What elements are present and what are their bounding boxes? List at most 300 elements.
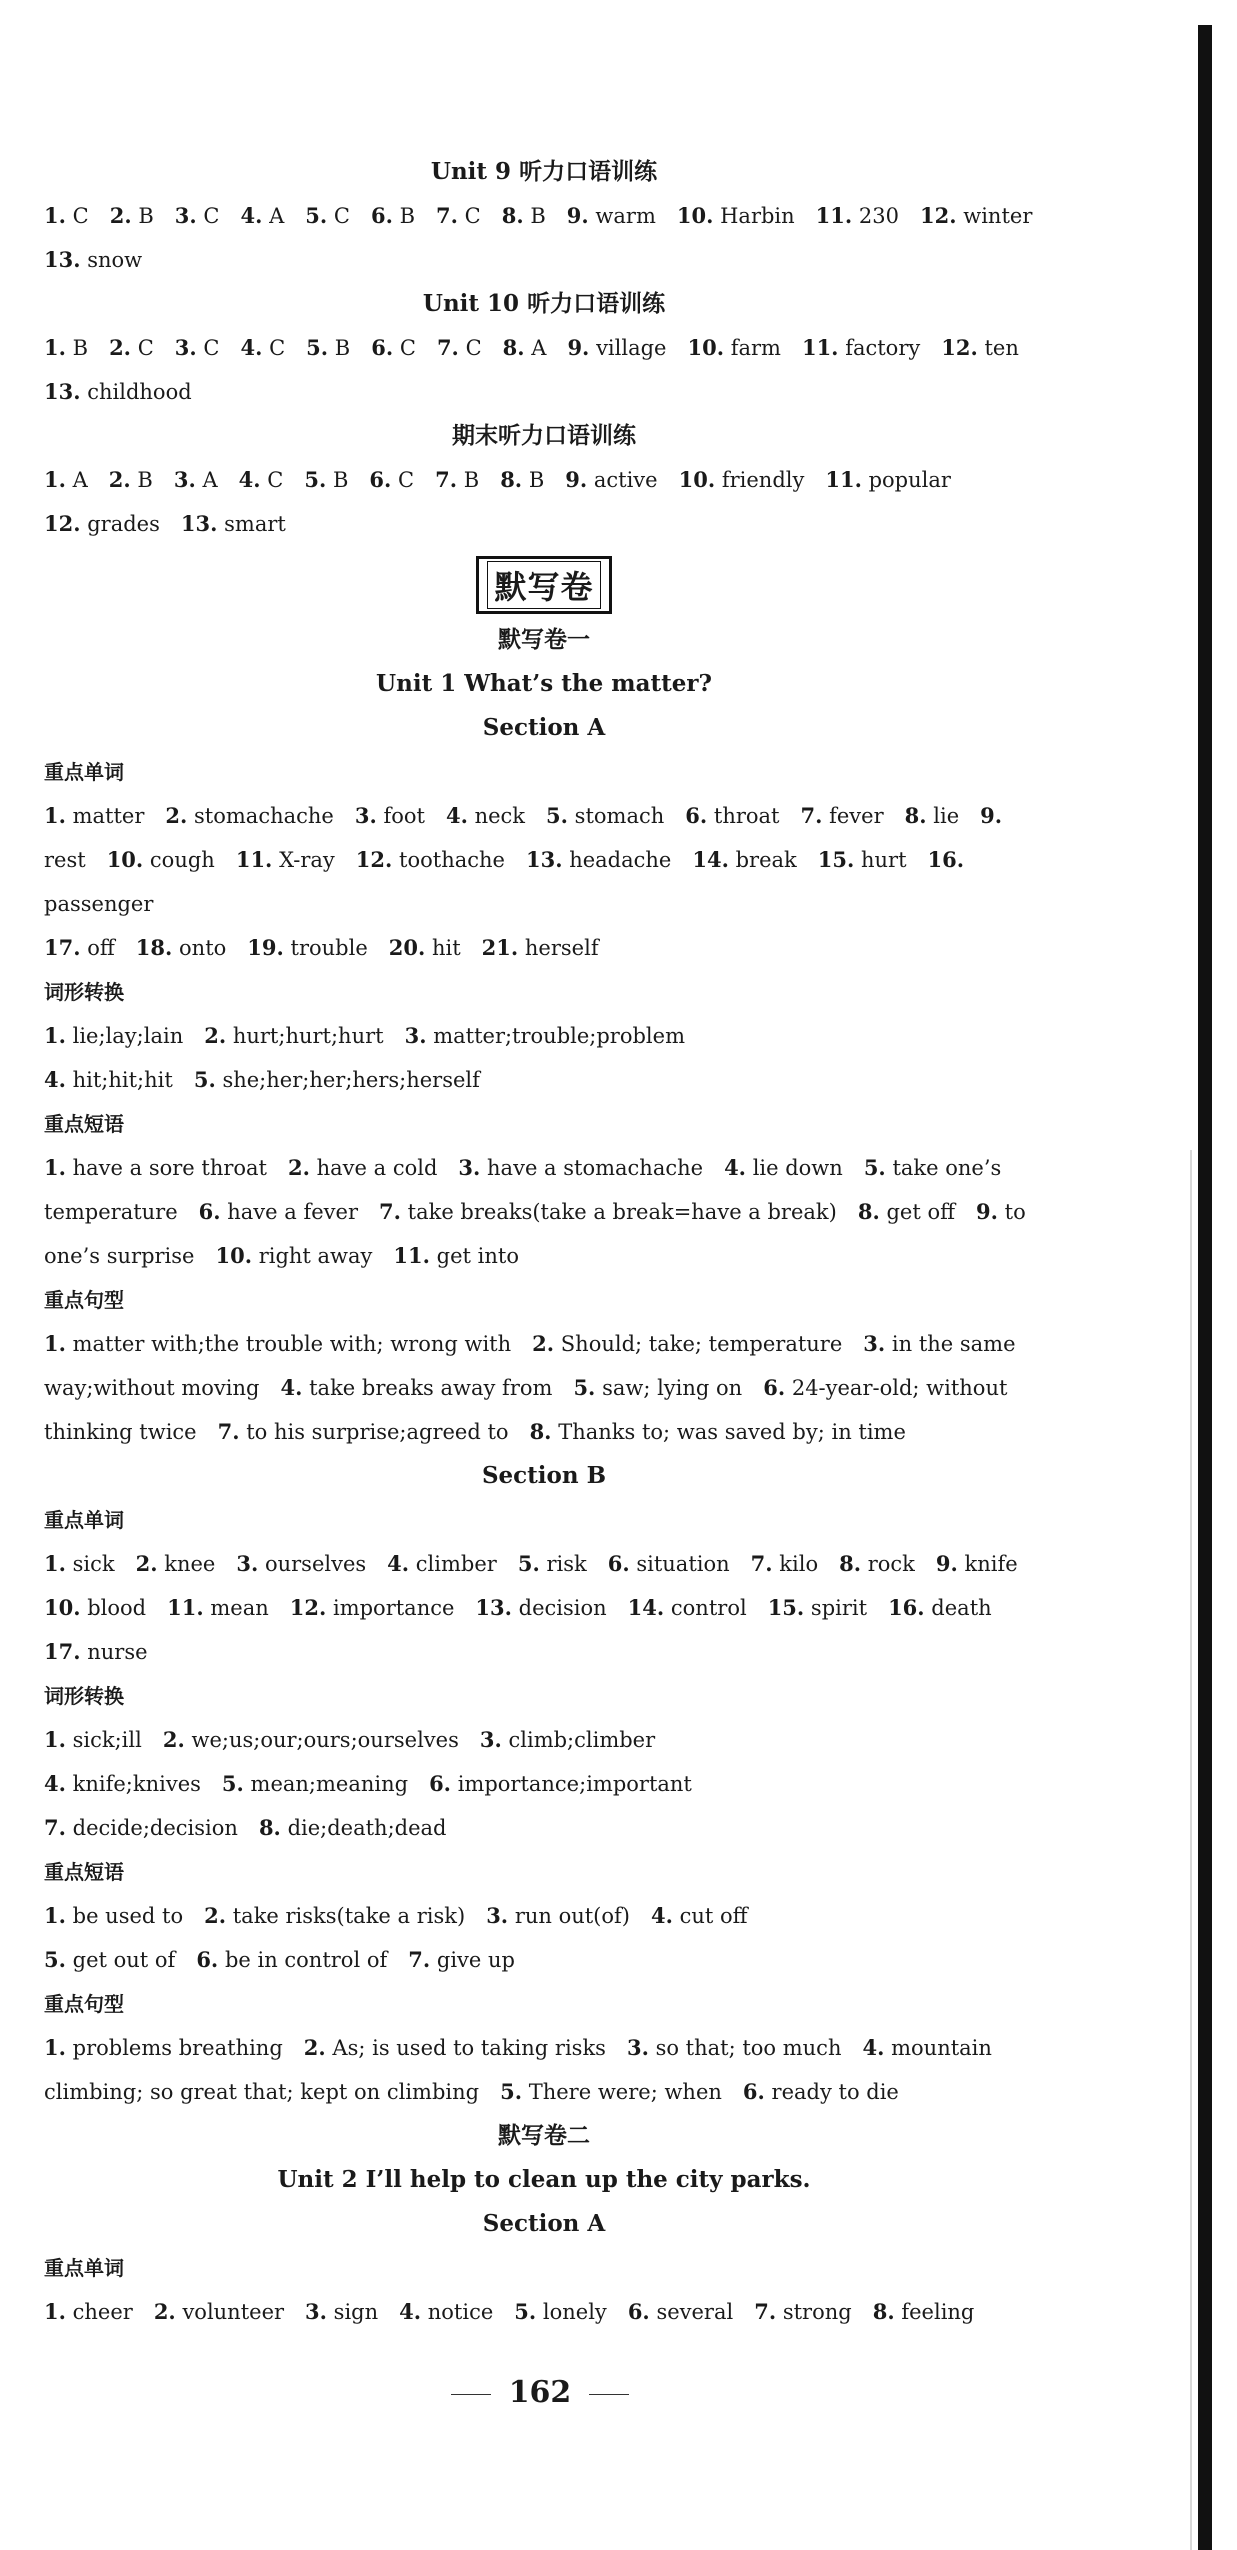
boxed-heading-text: 默写卷 xyxy=(487,561,600,609)
answer-value: break xyxy=(735,848,797,872)
answer-number: 8. xyxy=(839,1551,862,1576)
answer-item xyxy=(920,204,1032,228)
answer-number: 3. xyxy=(174,203,197,228)
answer-number: 2. xyxy=(109,203,132,228)
answer-item xyxy=(247,936,367,960)
answer-value: importance;important xyxy=(457,1772,692,1796)
answer-number: 10. xyxy=(106,847,144,872)
answer-number: 11. xyxy=(167,1595,204,1620)
answer-value: sign xyxy=(333,2300,379,2324)
answer-item xyxy=(928,848,965,872)
answer-item xyxy=(567,336,666,360)
answer-number: 7. xyxy=(217,1419,240,1444)
answer-line xyxy=(44,1542,1044,1586)
answer-value: problems breathing xyxy=(72,2036,283,2060)
answer-value: hurt xyxy=(860,848,907,872)
answer-value: C xyxy=(333,204,350,228)
answer-value: lonely xyxy=(542,2300,607,2324)
answer-value: get off xyxy=(886,1200,956,1224)
answer-item xyxy=(371,204,415,228)
page-shadow-line xyxy=(1190,1150,1192,2550)
answer-item xyxy=(436,204,481,228)
answer-item xyxy=(514,2300,607,2324)
answer-value: A xyxy=(72,468,88,492)
answer-item xyxy=(687,336,780,360)
answer-number: 3. xyxy=(173,467,196,492)
answer-number: 1. xyxy=(44,1727,66,1752)
answer-item xyxy=(44,512,160,536)
answer-item xyxy=(44,1376,259,1400)
answer-value: take breaks(take a break=have a break) xyxy=(407,1200,837,1224)
answer-item xyxy=(763,1376,1007,1400)
answer-number: 5. xyxy=(517,1551,540,1576)
answer-value: sick;ill xyxy=(72,1728,142,1752)
answer-item xyxy=(768,1596,867,1620)
answer-value: smart xyxy=(224,512,286,536)
answer-item xyxy=(290,1596,455,1620)
answer-item xyxy=(565,468,657,492)
answer-value: take breaks away from xyxy=(309,1376,553,1400)
answer-value: C xyxy=(72,204,89,228)
answer-content xyxy=(44,150,1044,2334)
answer-value: matter xyxy=(72,804,145,828)
answer-number: 6. xyxy=(763,1375,786,1400)
answer-item xyxy=(44,1244,194,1268)
answer-number: 1. xyxy=(44,1551,66,1576)
answer-value: give up xyxy=(436,1948,515,1972)
answer-item xyxy=(839,1552,915,1576)
answer-value: take one’s xyxy=(892,1156,1002,1180)
answer-item xyxy=(174,468,218,492)
answer-item xyxy=(825,468,951,492)
answer-value: C xyxy=(399,336,416,360)
page-number xyxy=(0,2375,1080,2410)
answer-value: nurse xyxy=(87,1640,148,1664)
answer-item xyxy=(306,336,350,360)
answer-item xyxy=(435,468,479,492)
answer-number: 3. xyxy=(863,1331,886,1356)
answer-number: 12. xyxy=(920,203,957,228)
page-number-dash-right xyxy=(589,2394,629,2395)
answer-number: 15. xyxy=(767,1595,805,1620)
answer-value: get into xyxy=(436,1244,519,1268)
answer-value: risk xyxy=(546,1552,587,1576)
answer-value: die;death;dead xyxy=(287,1816,447,1840)
answer-number: 13. xyxy=(44,247,81,272)
answer-item xyxy=(905,804,960,828)
answer-value: hit xyxy=(431,936,461,960)
answer-number: 19. xyxy=(247,935,284,960)
answer-item xyxy=(44,336,88,360)
answer-value: control xyxy=(670,1596,747,1620)
answer-number: 9. xyxy=(976,1199,998,1224)
answer-number: 7. xyxy=(436,203,458,228)
answer-item xyxy=(980,804,1002,828)
answer-item xyxy=(236,848,335,872)
answer-number: 8. xyxy=(502,335,525,360)
answer-value: kilo xyxy=(779,1552,819,1576)
answer-number: 6. xyxy=(429,1771,451,1796)
answer-number: 6. xyxy=(371,335,394,360)
answer-item xyxy=(518,1552,587,1576)
page-number-value: 162 xyxy=(508,2375,572,2410)
answer-item xyxy=(109,336,154,360)
answer-item xyxy=(215,1244,372,1268)
answer-value: As; is used to taking risks xyxy=(332,2036,606,2060)
answer-item xyxy=(44,2300,133,2324)
answer-item xyxy=(44,1024,183,1048)
answer-item xyxy=(44,248,142,272)
answer-number: 4. xyxy=(724,1155,746,1180)
answer-value: warm xyxy=(595,204,656,228)
answer-number: 2. xyxy=(204,1023,227,1048)
answer-number: 1. xyxy=(44,2299,66,2324)
answer-number: 6. xyxy=(198,1199,221,1224)
answer-value: she;her;her;hers;herself xyxy=(222,1068,480,1092)
answer-item xyxy=(204,1904,465,1928)
answer-number: 6. xyxy=(607,1551,630,1576)
answer-item xyxy=(259,1816,447,1840)
answer-item xyxy=(399,2300,493,2324)
answer-number: 7. xyxy=(436,335,459,360)
answer-number: 5. xyxy=(546,803,568,828)
answer-item xyxy=(236,1552,366,1576)
answer-item xyxy=(305,204,350,228)
answer-number: 1. xyxy=(44,803,66,828)
answer-item xyxy=(44,1552,115,1576)
answer-number: 17. xyxy=(44,935,81,960)
answer-number: 3. xyxy=(236,1551,259,1576)
answer-number: 10. xyxy=(215,1243,253,1268)
answer-line xyxy=(44,1586,1044,1630)
answer-line xyxy=(44,1146,1044,1190)
answer-line xyxy=(44,1894,1044,1938)
answer-number: 6. xyxy=(369,467,392,492)
answer-line xyxy=(44,1234,1044,1278)
answer-item xyxy=(44,2080,479,2104)
answer-number: 5. xyxy=(304,467,327,492)
answer-item xyxy=(502,204,546,228)
answer-value: lie xyxy=(933,804,960,828)
answer-value: friendly xyxy=(721,468,805,492)
answer-number: 7. xyxy=(408,1947,431,1972)
answer-value: active xyxy=(593,468,658,492)
answer-item xyxy=(167,1596,269,1620)
answer-item xyxy=(356,848,505,872)
answer-item xyxy=(482,936,599,960)
answer-value: to xyxy=(1004,1200,1026,1224)
answer-number: 17. xyxy=(44,1639,81,1664)
answer-item xyxy=(393,1244,519,1268)
answer-item xyxy=(154,2300,284,2324)
answer-number: 8. xyxy=(904,803,927,828)
answer-value: B xyxy=(528,468,545,492)
answer-number: 8. xyxy=(501,203,524,228)
answer-number: 4. xyxy=(238,467,261,492)
answer-item xyxy=(437,336,482,360)
answer-number: 11. xyxy=(801,335,839,360)
answer-value: hurt;hurt;hurt xyxy=(232,1024,384,1048)
answer-value: A xyxy=(202,468,218,492)
answer-value: snow xyxy=(87,248,143,272)
subsection-heading: 重点句型 xyxy=(44,1992,124,2016)
answer-value: A xyxy=(531,336,547,360)
answer-item xyxy=(503,336,547,360)
answer-item xyxy=(44,468,88,492)
answer-value: mean xyxy=(210,1596,269,1620)
answer-value: B xyxy=(137,468,153,492)
answer-value: B xyxy=(138,204,154,228)
answer-number: 3. xyxy=(404,1023,427,1048)
answer-value: knee xyxy=(164,1552,216,1576)
answer-number: 6. xyxy=(742,2079,765,2104)
answer-number: 10. xyxy=(676,203,714,228)
answer-number: 2. xyxy=(162,1727,185,1752)
answer-value: have a stomachache xyxy=(487,1156,704,1180)
answer-number: 4. xyxy=(650,1903,673,1928)
subsection-heading: 重点单词 xyxy=(44,2256,124,2280)
answer-item xyxy=(677,204,795,228)
answer-item xyxy=(218,1420,509,1444)
answer-value: cheer xyxy=(72,2300,133,2324)
answer-item xyxy=(446,804,525,828)
answer-item xyxy=(44,1596,146,1620)
answer-value: notice xyxy=(427,2300,494,2324)
answer-value: climb;climber xyxy=(508,1728,656,1752)
answer-number: 3. xyxy=(479,1727,502,1752)
boxed-heading-wrap xyxy=(44,546,1044,618)
answer-number: 1. xyxy=(44,1023,66,1048)
answer-item xyxy=(109,468,153,492)
answer-value: C xyxy=(203,336,220,360)
answer-value: village xyxy=(596,336,667,360)
answer-number: 11. xyxy=(235,847,273,872)
answer-item xyxy=(608,1552,730,1576)
answer-item xyxy=(355,804,425,828)
answer-number: 4. xyxy=(862,2035,885,2060)
answer-number: 1. xyxy=(44,335,66,360)
answer-value: sick xyxy=(72,1552,115,1576)
answer-value: popular xyxy=(868,468,951,492)
answer-number: 4. xyxy=(240,203,263,228)
answer-value: climbing; so great that; kept on climbing xyxy=(44,2080,480,2104)
answer-value: to his surprise;agreed to xyxy=(246,1420,509,1444)
answer-number: 4. xyxy=(44,1067,66,1092)
answer-value: ourselves xyxy=(264,1552,367,1576)
answer-number: 3. xyxy=(486,1903,509,1928)
answer-item xyxy=(175,204,220,228)
answer-line xyxy=(44,1058,1044,1102)
section-title: Section A xyxy=(482,2210,606,2237)
answer-value: Thanks to; was saved by; in time xyxy=(558,1420,906,1444)
answer-value: cough xyxy=(149,848,215,872)
answer-item xyxy=(802,336,920,360)
answer-number: 5. xyxy=(573,1375,596,1400)
answer-item xyxy=(405,1024,685,1048)
answer-number: 6. xyxy=(370,203,393,228)
answer-value: spirit xyxy=(810,1596,868,1620)
answer-item xyxy=(44,848,86,872)
answer-value: Harbin xyxy=(720,204,795,228)
answer-item xyxy=(239,468,284,492)
answer-value: saw; lying on xyxy=(602,1376,743,1400)
answer-line xyxy=(44,238,1044,282)
answer-item xyxy=(222,1772,408,1796)
answer-value: C xyxy=(137,336,154,360)
answer-number: 15. xyxy=(817,847,855,872)
answer-item xyxy=(532,1332,842,1356)
answer-line xyxy=(44,794,1044,838)
answer-number: 16. xyxy=(927,847,965,872)
answer-item xyxy=(44,1904,183,1928)
answer-number: 18. xyxy=(135,935,173,960)
answer-number: 7. xyxy=(800,803,823,828)
answer-value: decision xyxy=(518,1596,607,1620)
answer-value: get out of xyxy=(72,1948,176,1972)
section-title: 期末听力口语训练 xyxy=(452,422,636,449)
answer-value: B xyxy=(530,204,546,228)
answer-value: death xyxy=(931,1596,992,1620)
answer-item xyxy=(369,468,414,492)
answer-item xyxy=(44,1420,197,1444)
answer-value: hit;hit;hit xyxy=(72,1068,173,1092)
page-binding-edge xyxy=(1198,25,1212,2550)
answer-number: 9. xyxy=(567,335,590,360)
answer-value: B xyxy=(334,336,351,360)
answer-number: 9. xyxy=(980,803,1003,828)
answer-line xyxy=(44,1410,1044,1454)
answer-item xyxy=(110,204,154,228)
answer-item xyxy=(181,512,286,536)
answer-number: 3. xyxy=(458,1155,481,1180)
answer-number: 7. xyxy=(754,2299,777,2324)
answer-value: C xyxy=(203,204,220,228)
answer-value: A xyxy=(269,204,285,228)
answer-number: 5. xyxy=(305,203,328,228)
answer-number: 3. xyxy=(305,2299,327,2324)
answer-number: 2. xyxy=(303,2035,326,2060)
answer-number: 7. xyxy=(44,1815,66,1840)
answer-line xyxy=(44,838,1044,882)
answer-number: 10. xyxy=(44,1595,81,1620)
answer-number: 2. xyxy=(165,803,188,828)
answer-value: several xyxy=(656,2300,734,2324)
answer-value: importance xyxy=(332,1596,455,1620)
subsection-heading: 词形转换 xyxy=(44,980,124,1004)
subsection-heading: 重点句型 xyxy=(44,1288,124,1312)
section-title: 默写卷一 xyxy=(498,626,590,653)
answer-item xyxy=(44,1728,142,1752)
answer-item xyxy=(175,336,220,360)
subsection-heading: 重点单词 xyxy=(44,1508,124,1532)
answer-item xyxy=(864,1156,1001,1180)
answer-number: 7. xyxy=(379,1199,401,1224)
answer-item xyxy=(204,1024,383,1048)
answer-value: one’s surprise xyxy=(44,1244,195,1268)
answer-number: 2. xyxy=(288,1155,310,1180)
answer-number: 8. xyxy=(857,1199,880,1224)
answer-number: 3. xyxy=(354,803,377,828)
answer-item xyxy=(651,1904,748,1928)
answer-value: thinking twice xyxy=(44,1420,197,1444)
answer-line xyxy=(44,2290,1044,2334)
answer-number: 2. xyxy=(109,335,131,360)
subsection-heading: 重点短语 xyxy=(44,1112,124,1136)
answer-item xyxy=(240,336,285,360)
answer-number: 1. xyxy=(44,203,66,228)
answer-number: 13. xyxy=(525,847,563,872)
answer-number: 14. xyxy=(692,847,729,872)
answer-number: 2. xyxy=(108,467,131,492)
answer-number: 3. xyxy=(626,2035,649,2060)
answer-value: blood xyxy=(87,1596,147,1620)
answer-number: 5. xyxy=(221,1771,244,1796)
answer-value: be in control of xyxy=(224,1948,388,1972)
answer-value: have a fever xyxy=(227,1200,359,1224)
answer-number: 8. xyxy=(258,1815,281,1840)
answer-value: temperature xyxy=(44,1200,178,1224)
answer-number: 14. xyxy=(627,1595,665,1620)
answer-number: 11. xyxy=(815,203,853,228)
answer-line xyxy=(44,1718,1044,1762)
answer-value: climber xyxy=(415,1552,497,1576)
answer-item xyxy=(724,1156,843,1180)
answer-item xyxy=(44,804,144,828)
answer-item xyxy=(486,1904,630,1928)
answer-number: 10. xyxy=(687,335,725,360)
section-title: Unit 9 听力口语训练 xyxy=(430,158,658,185)
boxed-heading xyxy=(476,556,611,614)
answer-number: 2. xyxy=(532,1331,555,1356)
answer-value: Should; take; temperature xyxy=(560,1332,843,1356)
answer-number: 2. xyxy=(204,1903,227,1928)
subsection-heading: 词形转换 xyxy=(44,1684,124,1708)
answer-item xyxy=(526,848,671,872)
answer-value: right away xyxy=(258,1244,373,1268)
answer-item xyxy=(44,1332,511,1356)
answer-number: 3. xyxy=(174,335,197,360)
answer-value: cut off xyxy=(679,1904,748,1928)
answer-value: way;without moving xyxy=(44,1376,260,1400)
answer-item xyxy=(628,2300,733,2324)
answer-value: X-ray xyxy=(279,848,335,872)
answer-value: factory xyxy=(845,336,921,360)
answer-value: lie;lay;lain xyxy=(72,1024,184,1048)
answer-item xyxy=(44,1156,267,1180)
answer-number: 4. xyxy=(387,1551,410,1576)
answer-number: 1. xyxy=(44,2035,66,2060)
answer-item xyxy=(199,1200,358,1224)
answer-number: 6. xyxy=(685,803,708,828)
answer-number: 11. xyxy=(825,467,862,492)
answer-value: mountain xyxy=(891,2036,992,2060)
answer-number: 6. xyxy=(196,1947,219,1972)
answer-line xyxy=(44,1762,1044,1806)
answer-number: 5. xyxy=(863,1155,886,1180)
answer-value: mean;meaning xyxy=(250,1772,409,1796)
answer-item xyxy=(679,468,805,492)
answer-value: matter;trouble;problem xyxy=(433,1024,685,1048)
answer-value: B xyxy=(72,336,89,360)
answer-value: in the same xyxy=(891,1332,1016,1356)
answer-value: C xyxy=(464,204,481,228)
answer-item xyxy=(304,2036,606,2060)
answer-value: foot xyxy=(383,804,425,828)
answer-item xyxy=(194,1068,480,1092)
answer-item xyxy=(627,2036,842,2060)
answer-number: 5. xyxy=(306,335,329,360)
answer-number: 4. xyxy=(445,803,468,828)
